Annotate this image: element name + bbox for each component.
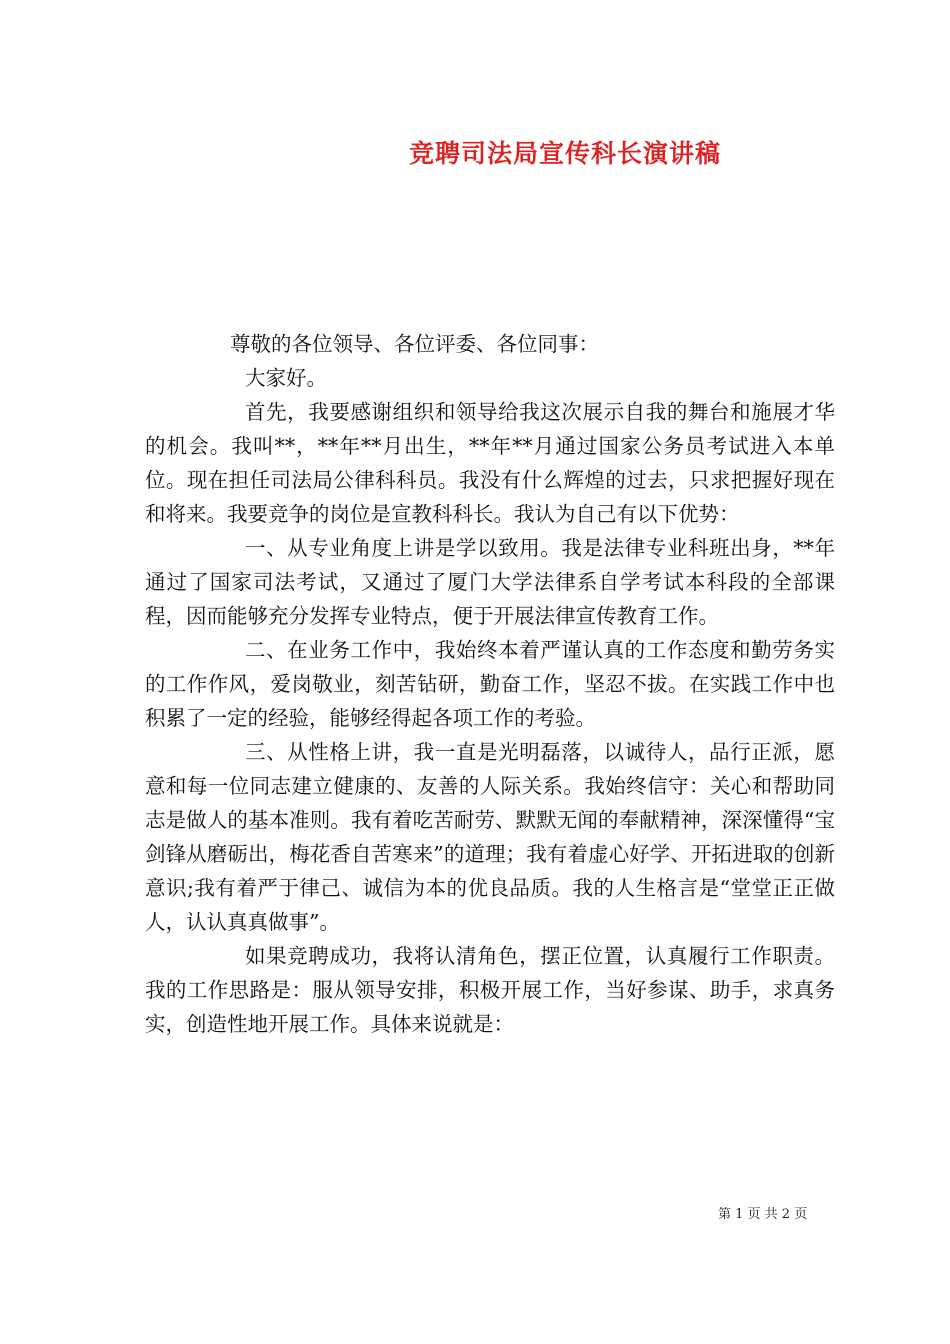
- paragraph-advantage-1: 一、从专业角度上讲是学以致用。我是法律专业科班出身，**年通过了国家司法考试，又通过了厦门大学法律系自学考试本科段的全部课程，因而能够充分发挥专业特点，便于开展法律宣传教育工作。: [145, 536, 835, 628]
- paragraph-advantage-2: 二、在业务工作中，我始终本着严谨认真的工作态度和勤劳务实的工作作风，爱岗敬业，刻苦钻研，勤奋工作，坚忍不拔。在实践工作中也积累了一定的经验，能够经得起各项工作的考验。: [145, 638, 835, 730]
- page-footer: 第 1 页 共 2 页: [718, 1207, 808, 1222]
- paragraph-advantage-3: 三、从性格上讲，我一直是光明磊落，以诚待人，品行正派，愿意和每一位同志建立健康的、友善的人际关系。我始终信守：关心和帮助同志是做人的基本准则。我有着吃苦耐劳、默默无闻的奉献精神，深深懂得“宝剑锋从磨砺出，梅花香自苦寒来”的道理；我有着虚心好学、开拓进取的创新意识;我有着严于律己、诚信为本的优良品质。我的人生格言是“堂堂正正做人，认认真真做事”。: [145, 740, 835, 934]
- document-title: 竞聘司法局宣传科长演讲稿: [408, 139, 721, 168]
- document-body: [145, 327, 835, 1041]
- salutation: 尊敬的各位领导、各位评委、各位同事：: [230, 332, 599, 356]
- paragraph-intro: 首先，我要感谢组织和领导给我这次展示自我的舞台和施展才华的机会。我叫**，**年**月出生，**年**月通过国家公务员考试进入本单位。现在担任司法局公律科科员。我没有什么辉煌的过去，只求把握好现在和将来。我要竞争的岗位是宣教科科长。我认为自己有以下优势：: [145, 400, 835, 526]
- greeting: 大家好。: [245, 366, 327, 390]
- paragraph-plan: 如果竞聘成功，我将认清角色，摆正位置，认真履行工作职责。我的工作思路是：服从领导安排，积极开展工作，当好参谋、助手，求真务实，创造性地开展工作。具体来说就是：: [145, 944, 835, 1036]
